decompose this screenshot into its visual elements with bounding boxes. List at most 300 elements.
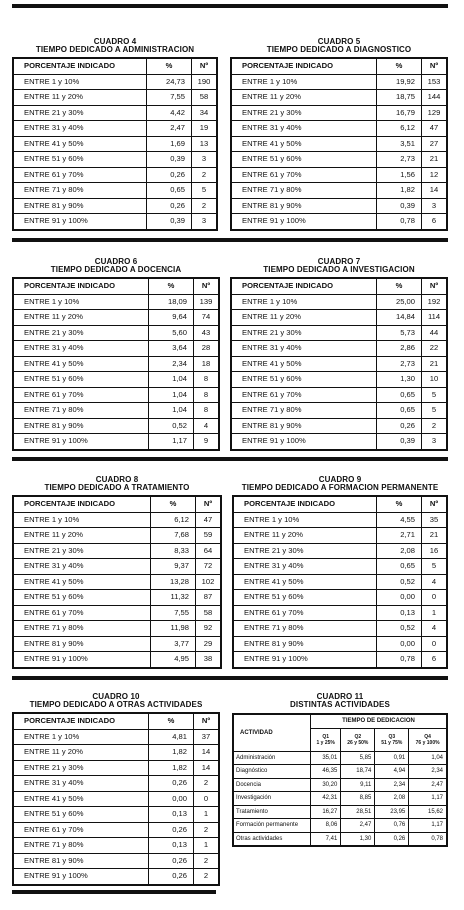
count-cell: 0 xyxy=(422,636,448,652)
range-cell: ENTRE 41 y 50% xyxy=(231,136,377,152)
table-row xyxy=(231,167,447,183)
count-cell: 2 xyxy=(422,418,448,434)
column-header-group: TIEMPO DE DEDICACION xyxy=(311,714,448,728)
percent-cell: 18,09 xyxy=(149,294,194,310)
quartile-range: 76 y 100% xyxy=(415,739,440,746)
range-cell: ENTRE 11 y 20% xyxy=(233,528,377,544)
count-cell: 29 xyxy=(196,636,222,652)
range-cell: ENTRE 1 y 10% xyxy=(231,294,377,310)
activity-value: 30,20 xyxy=(311,778,341,792)
count-cell: 5 xyxy=(422,387,448,403)
activity-value: 16,27 xyxy=(311,805,341,819)
table-row xyxy=(13,325,219,341)
quartile-symbol: Q1 xyxy=(322,733,329,740)
table-row xyxy=(13,418,219,434)
range-cell: ENTRE 11 y 20% xyxy=(231,310,377,326)
count-cell: 64 xyxy=(196,543,222,559)
percent-cell: 0,26 xyxy=(147,198,192,214)
percent-cell: 9,37 xyxy=(151,559,196,575)
percent-cell: 11,32 xyxy=(151,590,196,606)
range-cell: ENTRE 21 y 30% xyxy=(231,325,377,341)
section-rule xyxy=(12,457,448,461)
percent-cell: 3,77 xyxy=(151,636,196,652)
table-row xyxy=(13,760,219,776)
range-cell: ENTRE 31 y 40% xyxy=(13,776,149,792)
range-cell: ENTRE 31 y 40% xyxy=(13,341,149,357)
table-row xyxy=(231,198,447,214)
range-cell: ENTRE 21 y 30% xyxy=(231,105,377,121)
range-cell: ENTRE 71 y 80% xyxy=(231,183,377,199)
count-cell: 14 xyxy=(422,183,448,199)
table-row xyxy=(13,776,219,792)
percent-cell: 6,12 xyxy=(151,512,196,528)
percent-cell: 5,60 xyxy=(149,325,194,341)
count-cell: 16 xyxy=(422,543,448,559)
percent-cell: 18,75 xyxy=(377,90,422,106)
quartile-range: 51 y 75% xyxy=(381,739,403,746)
range-cell: ENTRE 61 y 70% xyxy=(13,167,147,183)
table-title: CUADRO 8 xyxy=(95,475,139,484)
activity-value: 1,30 xyxy=(341,832,375,846)
table-row xyxy=(13,729,219,745)
quartile-header xyxy=(409,728,447,751)
table-row xyxy=(13,559,221,575)
range-cell: ENTRE 11 y 20% xyxy=(231,90,377,106)
count-cell: 43 xyxy=(194,325,220,341)
activity-value: 15,62 xyxy=(409,805,447,819)
range-cell: ENTRE 41 y 50% xyxy=(13,791,149,807)
count-cell: 14 xyxy=(194,760,220,776)
cuadro-7 xyxy=(230,258,448,451)
count-cell: 5 xyxy=(192,183,218,199)
percent-cell: 0,39 xyxy=(377,434,422,450)
count-cell: 87 xyxy=(196,590,222,606)
count-cell: 139 xyxy=(194,294,220,310)
activity-name: Docencia xyxy=(233,778,311,792)
percent-cell: 0,00 xyxy=(377,636,422,652)
percent-cell: 0,13 xyxy=(149,807,194,823)
activity-row xyxy=(233,751,447,765)
table-title: CUADRO 10 xyxy=(92,692,140,701)
percent-cell: 14,84 xyxy=(377,310,422,326)
column-header-percent: % xyxy=(149,278,194,294)
percent-cell: 0,00 xyxy=(377,590,422,606)
percent-cell: 0,39 xyxy=(147,152,192,168)
percent-cell: 1,56 xyxy=(377,167,422,183)
count-cell: 2 xyxy=(194,869,220,885)
range-cell: ENTRE 91 y 100% xyxy=(231,214,377,230)
count-cell: 21 xyxy=(422,152,448,168)
percent-cell: 25,00 xyxy=(377,294,422,310)
count-cell: 12 xyxy=(422,167,448,183)
table-row xyxy=(231,105,447,121)
activity-name: Administración xyxy=(233,751,311,765)
table-row xyxy=(13,294,219,310)
table-title: CUADRO 9 xyxy=(318,475,362,484)
cuadro-8 xyxy=(12,476,222,669)
count-cell: 5 xyxy=(422,403,448,419)
range-cell: ENTRE 11 y 20% xyxy=(13,745,149,761)
range-cell: ENTRE 31 y 40% xyxy=(233,559,377,575)
count-cell: 28 xyxy=(194,341,220,357)
percent-cell: 7,55 xyxy=(147,90,192,106)
table-row xyxy=(231,403,447,419)
table-subtitle: TIEMPO DEDICADO A OTRAS ACTIVIDADES xyxy=(29,700,203,709)
table-subtitle: TIEMPO DEDICADO A INVESTIGACION xyxy=(263,265,415,274)
cuadro-11-table xyxy=(232,713,448,847)
percent-cell: 0,65 xyxy=(377,403,422,419)
range-cell: ENTRE 81 y 90% xyxy=(231,418,377,434)
range-cell: ENTRE 11 y 20% xyxy=(13,528,151,544)
count-cell: 92 xyxy=(196,621,222,637)
table-row xyxy=(13,372,219,388)
quartile-header xyxy=(311,728,341,751)
cuadro-11-title: CUADRO 11 xyxy=(316,692,364,701)
count-cell: 19 xyxy=(192,121,218,137)
range-cell: ENTRE 21 y 30% xyxy=(13,760,149,776)
table-row xyxy=(13,121,217,137)
percent-cell: 1,69 xyxy=(147,136,192,152)
percentage-table xyxy=(230,277,448,451)
column-header-count: Nº xyxy=(196,496,222,512)
count-cell: 1 xyxy=(422,605,448,621)
count-cell: 37 xyxy=(194,729,220,745)
percent-cell: 13,28 xyxy=(151,574,196,590)
table-row xyxy=(13,543,221,559)
range-cell: ENTRE 41 y 50% xyxy=(231,356,377,372)
percent-cell: 2,73 xyxy=(377,152,422,168)
table-subtitle: TIEMPO DEDICADO A DOCENCIA xyxy=(50,265,182,274)
table-title: CUADRO 5 xyxy=(317,37,361,46)
percent-cell: 0,26 xyxy=(377,418,422,434)
count-cell: 13 xyxy=(192,136,218,152)
range-cell: ENTRE 61 y 70% xyxy=(231,167,377,183)
table-row xyxy=(231,434,447,450)
range-cell: ENTRE 81 y 90% xyxy=(233,636,377,652)
count-cell: 190 xyxy=(192,74,218,90)
percent-cell: 3,64 xyxy=(149,341,194,357)
column-header-count: Nº xyxy=(422,278,448,294)
quartile-range: 26 y 50% xyxy=(347,739,369,746)
range-cell: ENTRE 41 y 50% xyxy=(13,574,151,590)
column-header-count: Nº xyxy=(422,496,448,512)
count-cell: 144 xyxy=(422,90,448,106)
range-cell: ENTRE 31 y 40% xyxy=(13,559,151,575)
activity-value: 0,91 xyxy=(375,751,409,765)
percent-cell: 0,26 xyxy=(149,853,194,869)
count-cell: 44 xyxy=(422,325,448,341)
activity-value: 0,78 xyxy=(409,832,447,846)
table-title: CUADRO 4 xyxy=(93,37,137,46)
table-row xyxy=(13,636,221,652)
table-subtitle: TIEMPO DEDICADO A TRATAMIENTO xyxy=(44,483,190,492)
range-cell: ENTRE 71 y 80% xyxy=(233,621,377,637)
percent-cell: 4,42 xyxy=(147,105,192,121)
percent-cell: 0,65 xyxy=(377,559,422,575)
count-cell: 3 xyxy=(192,214,218,230)
table-row xyxy=(231,90,447,106)
table-row xyxy=(13,838,219,854)
table-row xyxy=(231,152,447,168)
count-cell: 1 xyxy=(194,807,220,823)
range-cell: ENTRE 31 y 40% xyxy=(231,121,377,137)
percent-cell: 4,95 xyxy=(151,652,196,668)
count-cell: 8 xyxy=(194,403,220,419)
percent-cell: 1,82 xyxy=(149,760,194,776)
range-cell: ENTRE 91 y 100% xyxy=(13,214,147,230)
range-cell: ENTRE 71 y 80% xyxy=(231,403,377,419)
table-row xyxy=(233,636,447,652)
table-title: CUADRO 7 xyxy=(317,257,361,266)
table-row xyxy=(13,136,217,152)
cuadro-4 xyxy=(12,38,218,231)
percentage-table xyxy=(12,495,222,669)
activity-value: 0,76 xyxy=(375,819,409,833)
percent-cell: 0,26 xyxy=(149,776,194,792)
percent-cell: 0,78 xyxy=(377,652,422,668)
range-cell: ENTRE 81 y 90% xyxy=(13,853,149,869)
count-cell: 102 xyxy=(196,574,222,590)
count-cell: 74 xyxy=(194,310,220,326)
table-row xyxy=(13,183,217,199)
range-cell: ENTRE 11 y 20% xyxy=(13,310,149,326)
count-cell: 4 xyxy=(194,418,220,434)
quartile-header xyxy=(375,728,409,751)
activity-value: 42,31 xyxy=(311,792,341,806)
range-cell: ENTRE 1 y 10% xyxy=(231,74,377,90)
percent-cell: 1,30 xyxy=(377,372,422,388)
table-row xyxy=(233,574,447,590)
percent-cell: 2,08 xyxy=(377,543,422,559)
count-cell: 1 xyxy=(194,838,220,854)
range-cell: ENTRE 51 y 60% xyxy=(231,152,377,168)
percentage-table xyxy=(232,495,448,669)
column-header-count: Nº xyxy=(422,58,448,74)
quartile-range: 1 y 25% xyxy=(316,739,335,746)
percent-cell: 0,39 xyxy=(147,214,192,230)
quartile-symbol: Q4 xyxy=(424,733,431,740)
count-cell: 2 xyxy=(192,198,218,214)
range-cell: ENTRE 71 y 80% xyxy=(13,403,149,419)
activity-value: 2,34 xyxy=(409,765,447,779)
range-cell: ENTRE 61 y 70% xyxy=(13,605,151,621)
count-cell: 3 xyxy=(422,434,448,450)
table-row xyxy=(13,853,219,869)
count-cell: 3 xyxy=(192,152,218,168)
percent-cell: 1,04 xyxy=(149,387,194,403)
activity-value: 2,47 xyxy=(341,819,375,833)
percent-cell: 1,17 xyxy=(149,434,194,450)
column-header-range: PORCENTAJE INDICADO xyxy=(231,278,377,294)
activity-value: 28,51 xyxy=(341,805,375,819)
activity-value: 46,35 xyxy=(311,765,341,779)
count-cell: 153 xyxy=(422,74,448,90)
table-row xyxy=(13,869,219,885)
quartile-symbol: Q2 xyxy=(354,733,362,740)
count-cell: 5 xyxy=(422,559,448,575)
activity-row xyxy=(233,792,447,806)
range-cell: ENTRE 81 y 90% xyxy=(13,636,151,652)
range-cell: ENTRE 41 y 50% xyxy=(233,574,377,590)
range-cell: ENTRE 21 y 30% xyxy=(13,543,151,559)
range-cell: ENTRE 81 y 90% xyxy=(13,418,149,434)
column-header-range: PORCENTAJE INDICADO xyxy=(13,713,149,729)
percent-cell: 4,81 xyxy=(149,729,194,745)
count-cell: 59 xyxy=(196,528,222,544)
count-cell: 8 xyxy=(194,387,220,403)
range-cell: ENTRE 61 y 70% xyxy=(13,822,149,838)
count-cell: 192 xyxy=(422,294,448,310)
percentage-table xyxy=(12,277,220,451)
percent-cell: 0,65 xyxy=(377,387,422,403)
column-header-percent: % xyxy=(377,496,422,512)
percent-cell: 3,51 xyxy=(377,136,422,152)
quartile-header xyxy=(341,728,375,751)
count-cell: 18 xyxy=(194,356,220,372)
percent-cell: 5,73 xyxy=(377,325,422,341)
percent-cell: 16,79 xyxy=(377,105,422,121)
count-cell: 35 xyxy=(422,512,448,528)
percent-cell: 9,64 xyxy=(149,310,194,326)
range-cell: ENTRE 41 y 50% xyxy=(13,356,149,372)
range-cell: ENTRE 21 y 30% xyxy=(13,105,147,121)
cuadro-5 xyxy=(230,38,448,231)
activity-value: 7,41 xyxy=(311,832,341,846)
table-row xyxy=(13,621,221,637)
activity-row xyxy=(233,832,447,846)
table-row xyxy=(13,807,219,823)
percent-cell: 0,39 xyxy=(377,198,422,214)
count-cell: 14 xyxy=(194,745,220,761)
section-rule xyxy=(12,676,448,680)
percentage-table xyxy=(230,57,448,231)
range-cell: ENTRE 51 y 60% xyxy=(13,807,149,823)
table-row xyxy=(13,90,217,106)
percentage-table xyxy=(12,57,218,231)
count-cell: 3 xyxy=(422,198,448,214)
table-row xyxy=(233,512,447,528)
cuadro-11 xyxy=(232,693,448,847)
table-row xyxy=(231,341,447,357)
percent-cell: 1,82 xyxy=(377,183,422,199)
column-header-count: Nº xyxy=(194,278,220,294)
count-cell: 2 xyxy=(192,167,218,183)
range-cell: ENTRE 1 y 10% xyxy=(13,729,149,745)
table-row xyxy=(231,214,447,230)
column-header-percent: % xyxy=(149,713,194,729)
percent-cell: 0,78 xyxy=(377,214,422,230)
percent-cell: 0,13 xyxy=(377,605,422,621)
table-row xyxy=(233,528,447,544)
activity-value: 0,26 xyxy=(375,832,409,846)
table-row xyxy=(233,652,447,668)
activity-value: 2,08 xyxy=(375,792,409,806)
count-cell: 21 xyxy=(422,528,448,544)
activity-row xyxy=(233,765,447,779)
table-row xyxy=(231,183,447,199)
table-row xyxy=(13,341,219,357)
activity-row xyxy=(233,819,447,833)
table-row xyxy=(13,387,219,403)
range-cell: ENTRE 31 y 40% xyxy=(231,341,377,357)
column-header-percent: % xyxy=(377,278,422,294)
table-row xyxy=(13,605,221,621)
activity-name: Formación permanente xyxy=(233,819,311,833)
table-row xyxy=(233,605,447,621)
range-cell: ENTRE 51 y 60% xyxy=(13,590,151,606)
percent-cell: 8,33 xyxy=(151,543,196,559)
table-row xyxy=(231,294,447,310)
table-row xyxy=(13,356,219,372)
percent-cell: 0,52 xyxy=(149,418,194,434)
column-header-range: PORCENTAJE INDICADO xyxy=(231,58,377,74)
activity-value: 18,74 xyxy=(341,765,375,779)
activity-row xyxy=(233,778,447,792)
activity-value: 35,01 xyxy=(311,751,341,765)
table-row xyxy=(233,621,447,637)
table-row xyxy=(13,105,217,121)
column-header-percent: % xyxy=(151,496,196,512)
count-cell: 58 xyxy=(196,605,222,621)
table-subtitle: TIEMPO DEDICADO A ADMINISTRACION xyxy=(35,45,195,54)
count-cell: 6 xyxy=(422,652,448,668)
count-cell: 4 xyxy=(422,621,448,637)
range-cell: ENTRE 1 y 10% xyxy=(13,512,151,528)
count-cell: 27 xyxy=(422,136,448,152)
column-header-count: Nº xyxy=(194,713,220,729)
range-cell: ENTRE 61 y 70% xyxy=(233,605,377,621)
table-row xyxy=(233,559,447,575)
range-cell: ENTRE 41 y 50% xyxy=(13,136,147,152)
table-row xyxy=(13,590,221,606)
percent-cell: 1,04 xyxy=(149,403,194,419)
table-subtitle: TIEMPO DEDICADO A FORMACION PERMANENTE xyxy=(241,483,439,492)
activity-value: 23,95 xyxy=(375,805,409,819)
range-cell: ENTRE 51 y 60% xyxy=(231,372,377,388)
percent-cell: 2,34 xyxy=(149,356,194,372)
activity-value: 1,04 xyxy=(409,751,447,765)
count-cell: 114 xyxy=(422,310,448,326)
percent-cell: 0,13 xyxy=(149,838,194,854)
table-row xyxy=(13,528,221,544)
percentage-table xyxy=(12,712,220,886)
range-cell: ENTRE 1 y 10% xyxy=(233,512,377,528)
column-header-count: Nº xyxy=(192,58,218,74)
table-row xyxy=(13,822,219,838)
count-cell: 47 xyxy=(196,512,222,528)
activity-value: 5,85 xyxy=(341,751,375,765)
activity-value: 4,94 xyxy=(375,765,409,779)
count-cell: 38 xyxy=(196,652,222,668)
cuadro-11-subtitle: DISTINTAS ACTIVIDADES xyxy=(290,700,390,709)
table-row xyxy=(13,214,217,230)
percent-cell: 1,04 xyxy=(149,372,194,388)
range-cell: ENTRE 51 y 60% xyxy=(13,152,147,168)
table-row xyxy=(233,543,447,559)
range-cell: ENTRE 71 y 80% xyxy=(13,183,147,199)
range-cell: ENTRE 51 y 60% xyxy=(13,372,149,388)
range-cell: ENTRE 81 y 90% xyxy=(13,198,147,214)
count-cell: 0 xyxy=(422,590,448,606)
percent-cell: 2,71 xyxy=(377,528,422,544)
activity-value: 1,17 xyxy=(409,792,447,806)
quartile-symbol: Q3 xyxy=(388,733,396,740)
column-header-percent: % xyxy=(147,58,192,74)
activity-value: 1,17 xyxy=(409,819,447,833)
count-cell: 34 xyxy=(192,105,218,121)
table-row xyxy=(13,791,219,807)
column-header-activity: ACTIVIDAD xyxy=(233,714,311,751)
